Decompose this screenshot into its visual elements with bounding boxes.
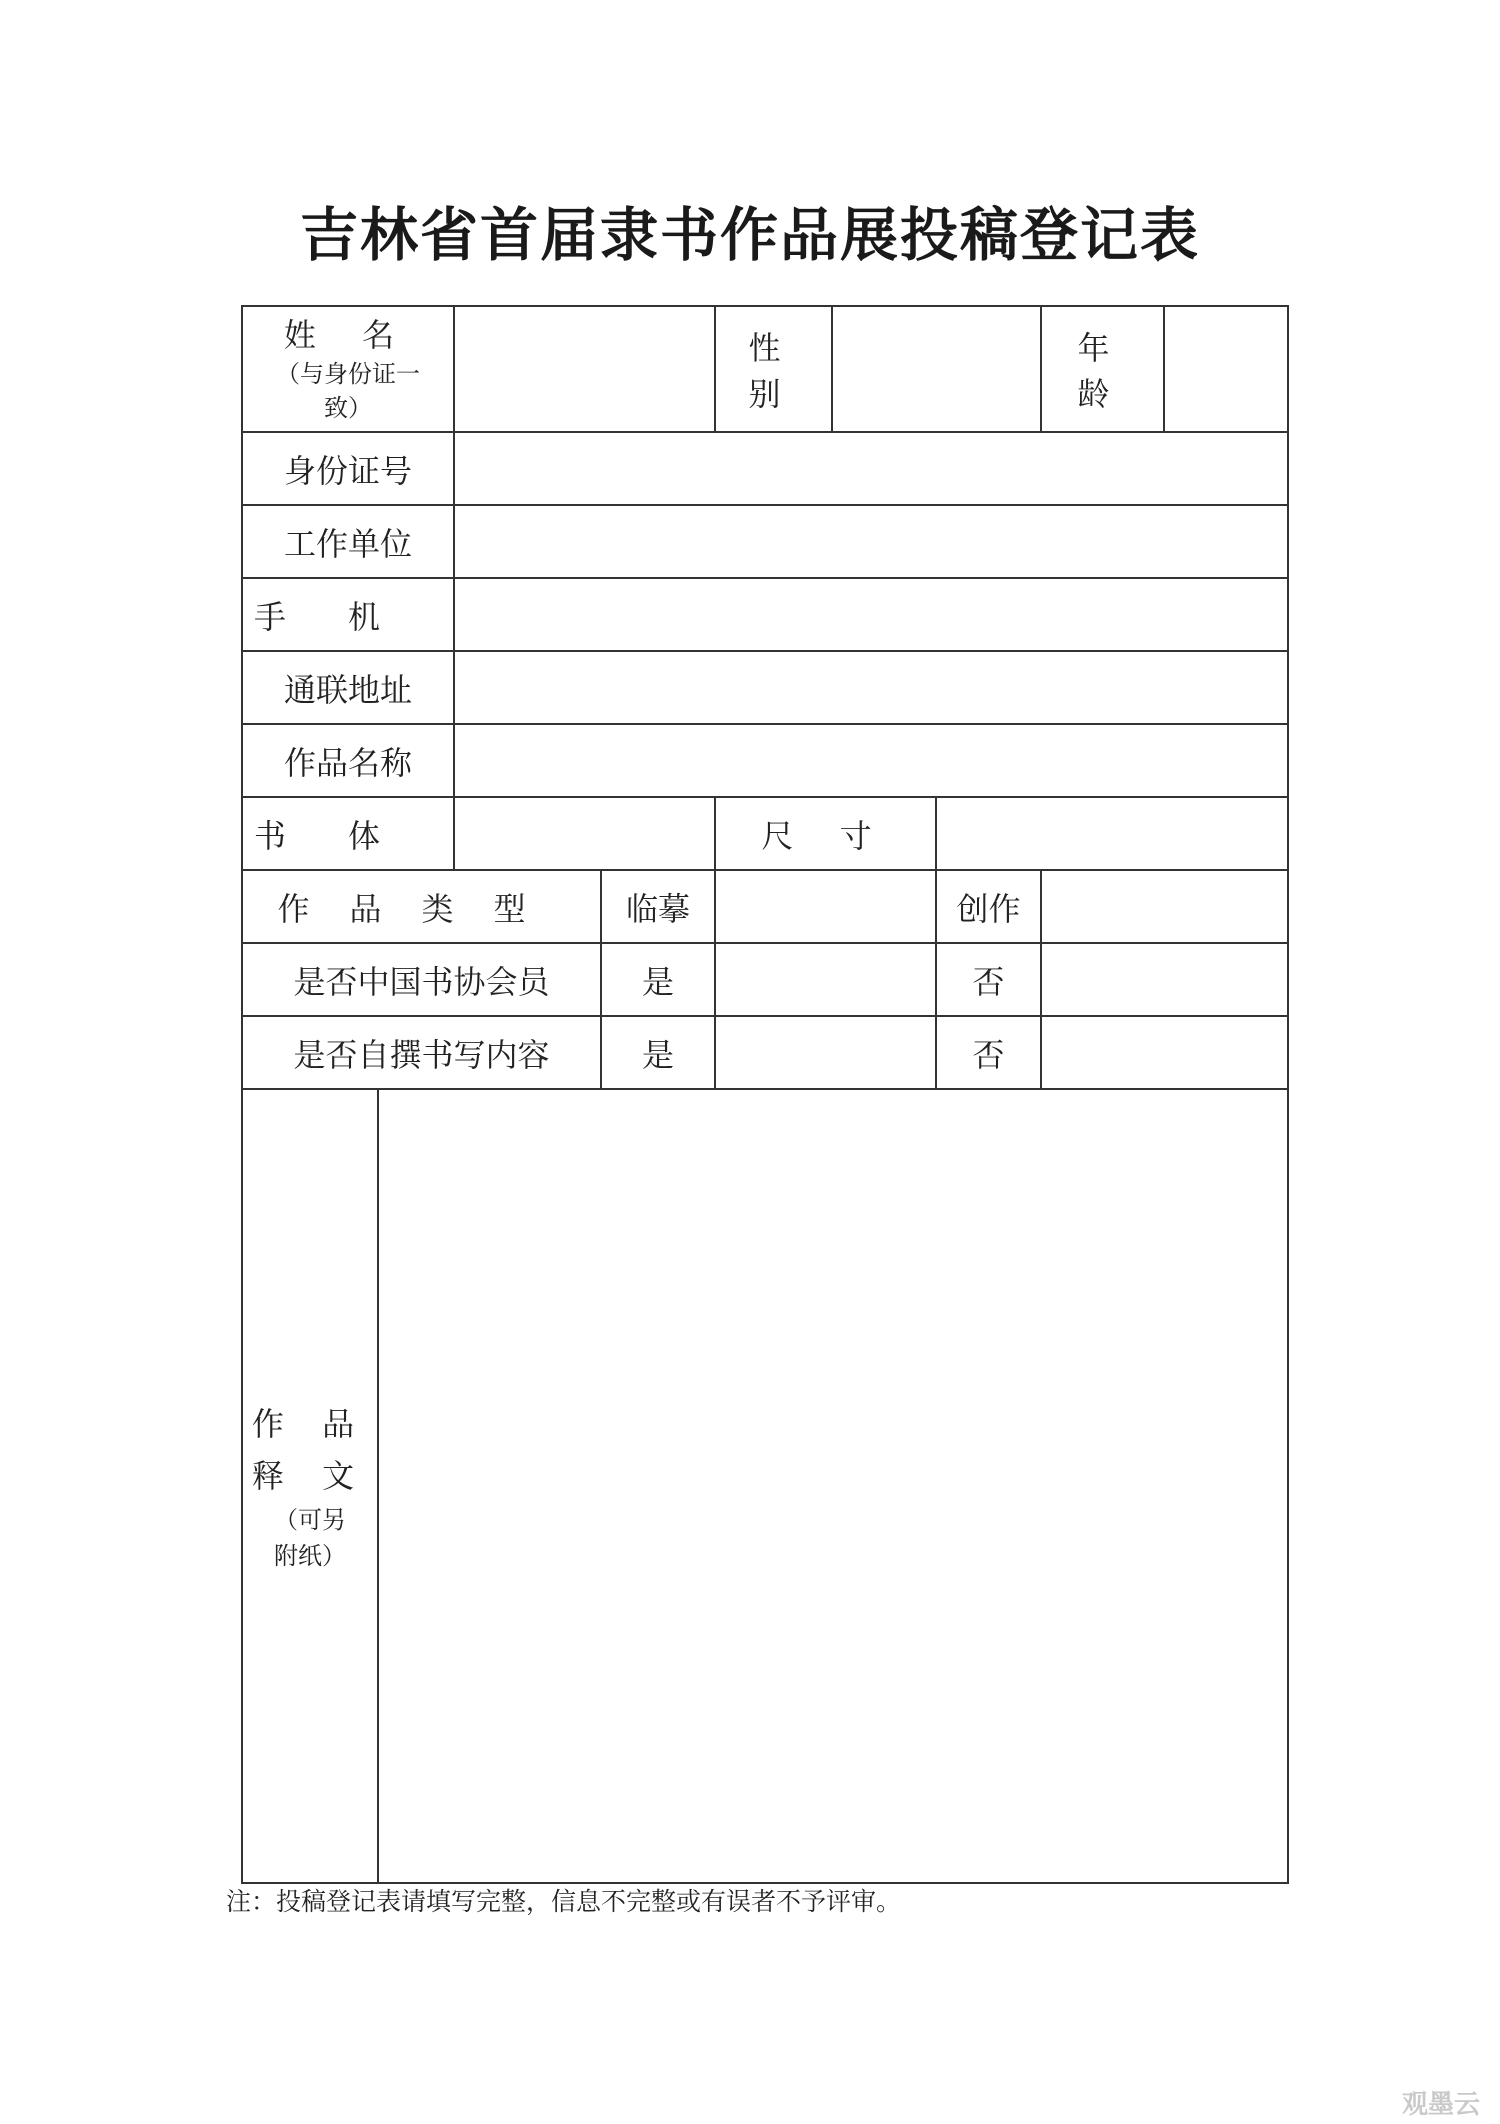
id-number-label: 身份证号 [242, 432, 454, 505]
row-script-style [242, 797, 1288, 870]
self-written-yes-field[interactable] [715, 1016, 936, 1089]
transcript-label-cell [242, 1089, 378, 1883]
transcript-label-line2: 释 文 [251, 1457, 369, 1495]
name-label-cell [242, 306, 454, 432]
gender-label: 性 别 [748, 329, 799, 413]
watermark: 观墨云 [1401, 2090, 1480, 2120]
row-name [242, 306, 1288, 432]
self-written-label: 是否自撰书写内容 [242, 1016, 601, 1089]
name-field[interactable] [454, 306, 715, 432]
self-written-no-label: 否 [936, 1016, 1041, 1089]
member-yes-field[interactable] [715, 943, 936, 1016]
id-number-field[interactable] [454, 432, 1288, 505]
member-no-field[interactable] [1041, 943, 1288, 1016]
gender-field[interactable] [832, 306, 1041, 432]
work-name-label: 作品名称 [242, 724, 454, 797]
member-label: 是否中国书协会员 [242, 943, 601, 1016]
work-unit-label: 工作单位 [242, 505, 454, 578]
size-label: 尺 寸 [761, 816, 890, 855]
name-sublabel-1: （与身份证一 [276, 360, 420, 388]
row-address [242, 651, 1288, 724]
work-type-create-field[interactable] [1041, 870, 1288, 943]
self-written-yes-label: 是 [601, 1016, 715, 1089]
registration-form [241, 305, 1289, 1884]
phone-field[interactable] [454, 578, 1288, 651]
work-type-option-copy: 临摹 [601, 870, 715, 943]
age-label: 年 龄 [1077, 329, 1128, 413]
name-sublabel-2: 致） [324, 394, 372, 422]
row-id-number [242, 432, 1288, 505]
row-work-unit [242, 505, 1288, 578]
work-name-field[interactable] [454, 724, 1288, 797]
row-transcript [242, 1089, 1288, 1883]
row-work-name [242, 724, 1288, 797]
script-style-label-cell [242, 797, 454, 870]
transcript-field[interactable] [378, 1089, 1288, 1883]
row-self-written [242, 1016, 1288, 1089]
transcript-sublabel-2: 附纸） [274, 1542, 346, 1570]
address-field[interactable] [454, 651, 1288, 724]
self-written-no-field[interactable] [1041, 1016, 1288, 1089]
age-field[interactable] [1164, 306, 1288, 432]
row-phone [242, 578, 1288, 651]
work-unit-field[interactable] [454, 505, 1288, 578]
transcript-sublabel-1: （可另 [274, 1506, 346, 1534]
transcript-label-line1: 作 品 [251, 1405, 369, 1443]
size-field[interactable] [936, 797, 1288, 870]
size-label-cell [715, 797, 936, 870]
script-style-label: 书体 [253, 816, 442, 855]
footnote: 注：投稿登记表请填写完整，信息不完整或有误者不予评审。 [226, 1887, 902, 1916]
age-label-cell [1041, 306, 1164, 432]
phone-label: 手机 [253, 597, 442, 636]
address-label: 通联地址 [242, 651, 454, 724]
script-style-field[interactable] [454, 797, 715, 870]
work-type-label-cell [242, 870, 601, 943]
member-yes-label: 是 [601, 943, 715, 1016]
work-type-label: 作品类型 [277, 889, 566, 928]
phone-label-cell [242, 578, 454, 651]
work-type-copy-field[interactable] [715, 870, 936, 943]
row-member [242, 943, 1288, 1016]
name-label: 姓 名 [283, 316, 413, 354]
member-no-label: 否 [936, 943, 1041, 1016]
page-title: 吉林省首届隶书作品展投稿登记表 [299, 201, 1200, 269]
work-type-option-create: 创作 [936, 870, 1041, 943]
gender-label-cell [715, 306, 832, 432]
row-work-type [242, 870, 1288, 943]
